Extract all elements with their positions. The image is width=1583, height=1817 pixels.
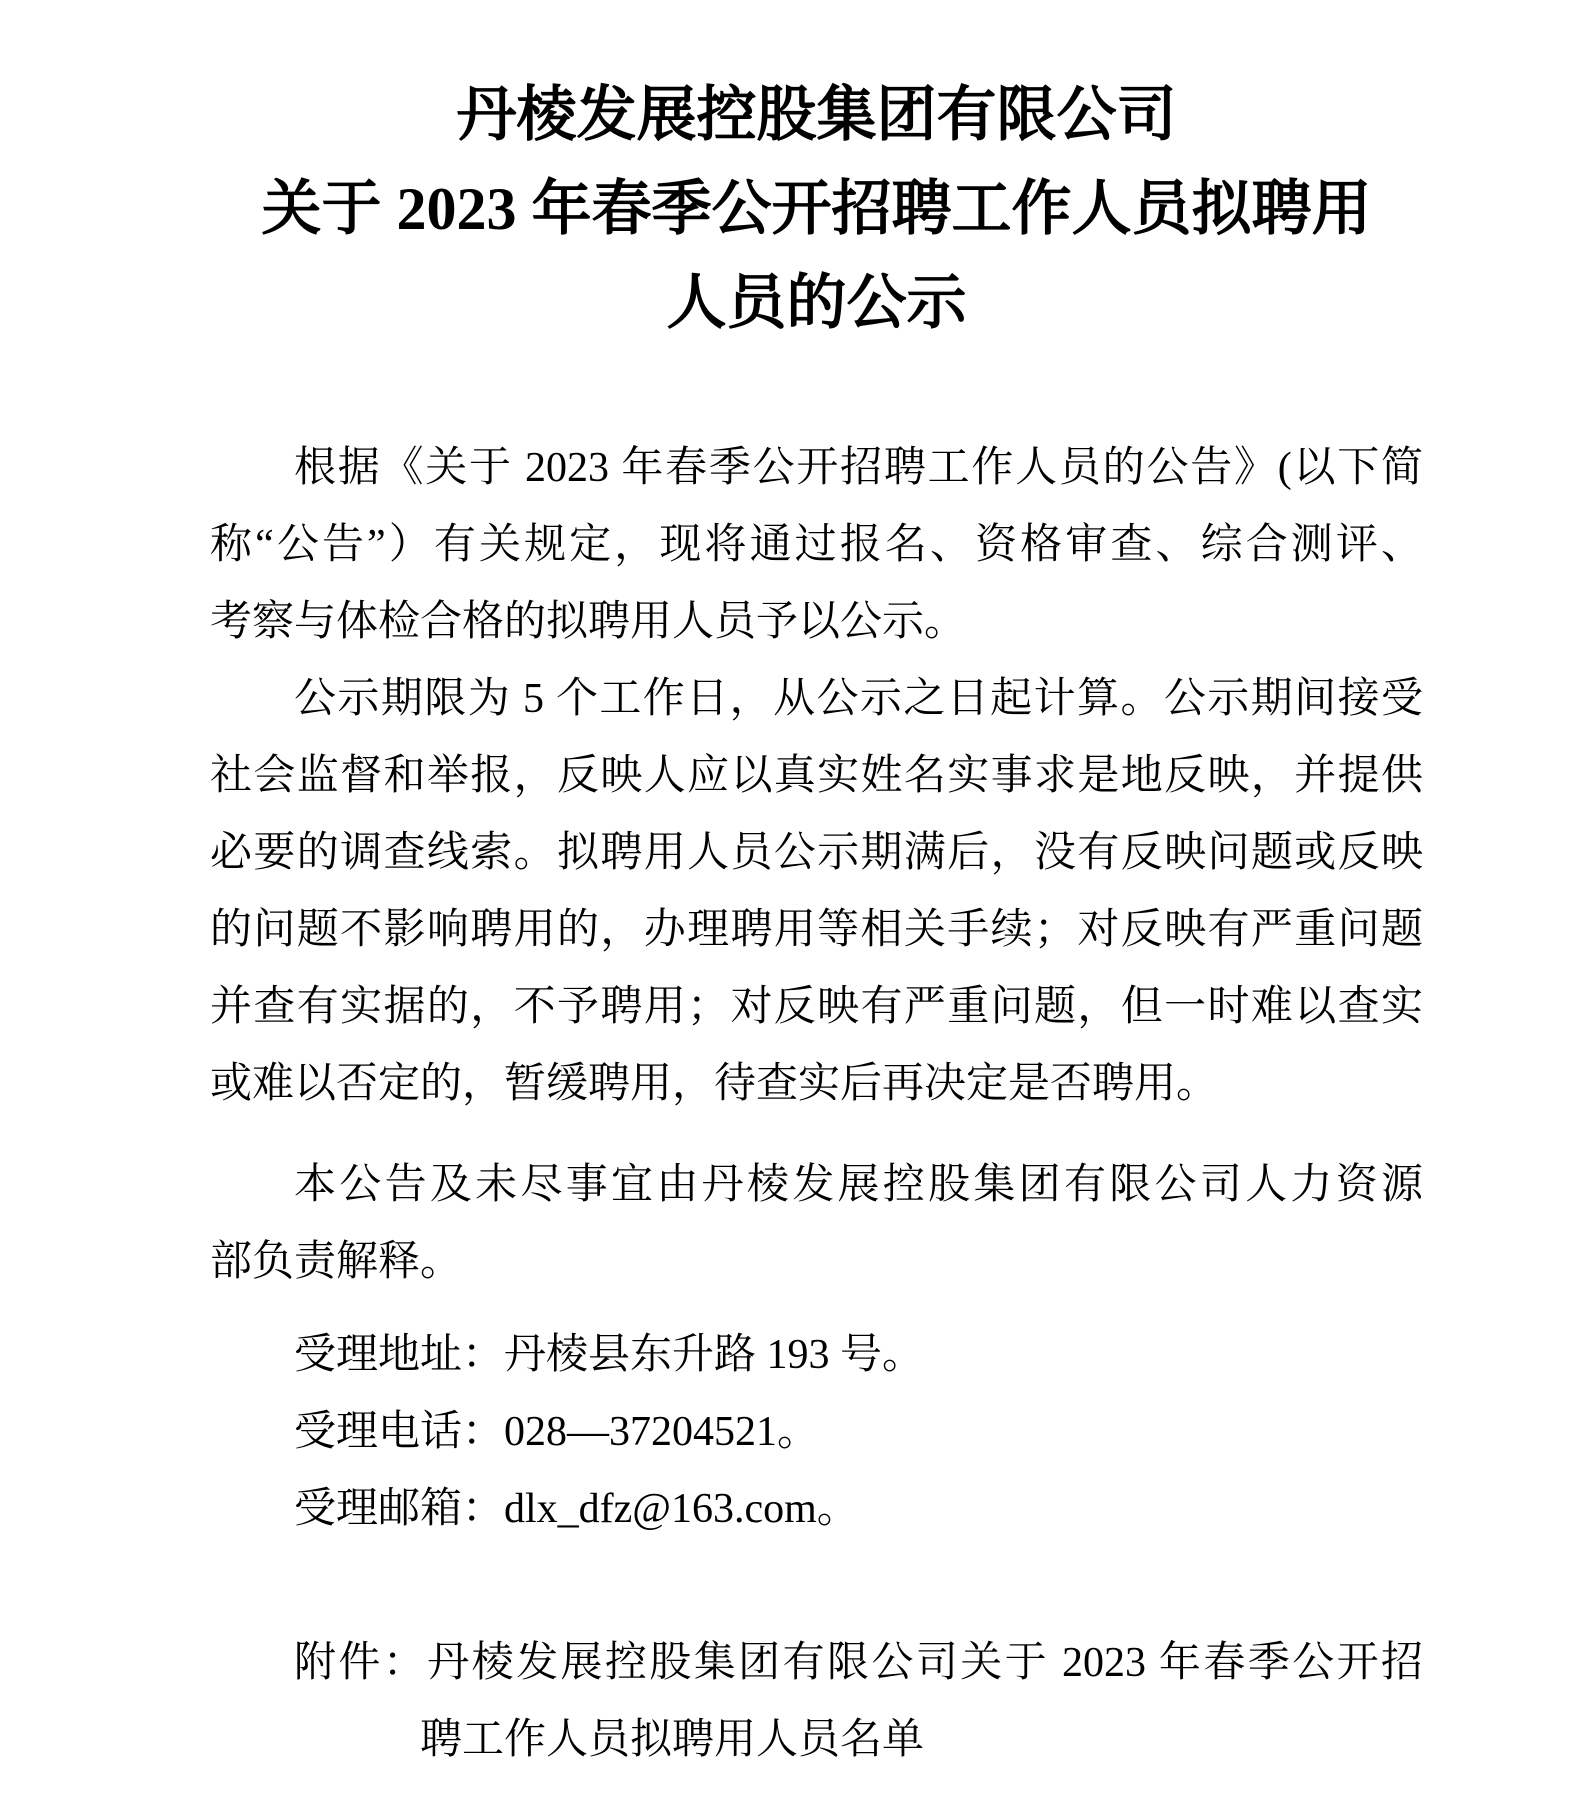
paragraph2-line5: 并查有实据的，不予聘用；对反映有严重问题，但一时难以查实 xyxy=(210,984,1423,1030)
title-line-company: 丹棱发展控股集团有限公司 xyxy=(456,82,1177,148)
title-line-subject: 关于 2023 年春季公开招聘工作人员拟聘用 xyxy=(261,176,1372,242)
attachment-line1: 附件：丹棱发展控股集团有限公司关于 2023 年春季公开招 xyxy=(294,1640,1423,1686)
paragraph2-line1: 公示期限为 5 个工作日，从公示之日起计算。公示期间接受 xyxy=(294,676,1423,722)
title-line-notice: 人员的公示 xyxy=(666,270,967,336)
contact-address: 受理地址：丹棱县东升路 193 号。 xyxy=(294,1332,925,1378)
document-content xyxy=(210,0,1423,1779)
paragraph2-line4: 的问题不影响聘用的，办理聘用等相关手续；对反映有严重问题 xyxy=(210,907,1423,953)
paragraph3-line1: 本公告及未尽事宜由丹棱发展控股集团有限公司人力资源 xyxy=(294,1162,1423,1208)
paragraph1-line2: 称“公告”）有关规定，现将通过报名、资格审查、综合测评、 xyxy=(210,522,1423,568)
contact-email: 受理邮箱：dlx_dfz@163.com。 xyxy=(294,1486,859,1532)
contact-phone: 受理电话：028—37204521。 xyxy=(294,1409,820,1455)
attachment-line2: 聘工作人员拟聘用人员名单 xyxy=(420,1717,925,1763)
paragraph2-line2: 社会监督和举报，反映人应以真实姓名实事求是地反映，并提供 xyxy=(210,753,1423,799)
document-title xyxy=(210,68,1423,350)
paragraph2-line6: 或难以否定的，暂缓聘用，待查实后再决定是否聘用。 xyxy=(210,1061,1219,1107)
paragraph1-line1: 根据《关于 2023 年春季公开招聘工作人员的公告》(以下简 xyxy=(294,445,1423,491)
paragraph1-line3: 考察与体检合格的拟聘用人员予以公示。 xyxy=(210,599,967,645)
paragraph3-line2: 部负责解释。 xyxy=(210,1239,463,1285)
document-body xyxy=(210,430,1423,1779)
paragraph2-line3: 必要的调查线索。拟聘用人员公示期满后，没有反映问题或反映 xyxy=(210,830,1423,876)
